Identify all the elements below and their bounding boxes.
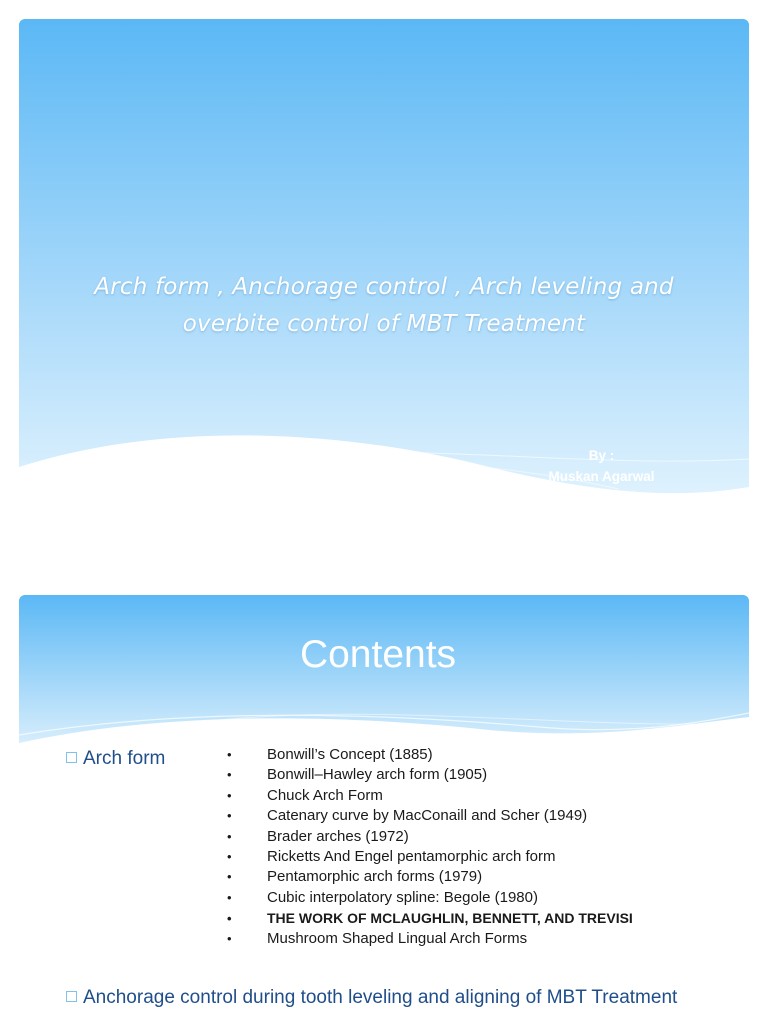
presentation-title <box>49 269 719 343</box>
bullet: • <box>227 889 232 905</box>
contents-slide <box>19 595 749 1035</box>
bullet: • <box>227 787 232 803</box>
arch-form-list <box>227 745 633 949</box>
bullet: • <box>227 767 232 783</box>
square-bullet-icon <box>66 991 77 1002</box>
list-item: • Catenary curve by MacConaill and Scher (1949) <box>227 806 633 826</box>
by-label: By : <box>588 448 615 463</box>
section-arch-form-label: Arch form <box>83 748 166 769</box>
list-item: • Chuck Arch Form <box>227 786 633 806</box>
list-item: • Bonwill–Hawley arch form (1905) <box>227 765 633 785</box>
list-item: • Mushroom Shaped Lingual Arch Forms <box>227 929 633 949</box>
title-slide <box>19 19 749 523</box>
bullet: • <box>227 869 232 885</box>
author-name: Muskan Agarwal <box>548 469 655 484</box>
list-item: • Brader arches (1972) <box>227 827 633 847</box>
title-line-2: overbite control of MBT Treatment <box>182 311 586 337</box>
section-anchorage-control <box>66 986 686 1009</box>
author-block <box>519 445 684 508</box>
bullet: • <box>227 828 232 844</box>
contents-heading: Contents <box>299 633 457 676</box>
title-line-1: Arch form , Anchorage control , Arch leveling and <box>94 274 674 300</box>
author-year: PG 1st Year <box>564 490 639 505</box>
list-item: • THE WORK OF MCLAUGHLIN, BENNETT, AND TREVISI <box>227 908 633 928</box>
bullet: • <box>227 808 232 824</box>
bullet: • <box>227 848 232 864</box>
section-arch-form <box>66 747 165 770</box>
list-item: • Bonwill’s Concept (1885) <box>227 745 633 765</box>
list-item: • Cubic interpolatory spline: Begole (1980) <box>227 888 633 908</box>
list-item: • Ricketts And Engel pentamorphic arch form <box>227 847 633 867</box>
bullet: • <box>227 911 232 927</box>
list-item: • Pentamorphic arch forms (1979) <box>227 867 633 887</box>
square-bullet-icon <box>66 752 77 763</box>
bullet: • <box>227 747 232 762</box>
bullet: • <box>227 930 232 946</box>
section-anchorage-label: Anchorage control during tooth leveling and aligning of MBT Treatment <box>83 987 678 1008</box>
